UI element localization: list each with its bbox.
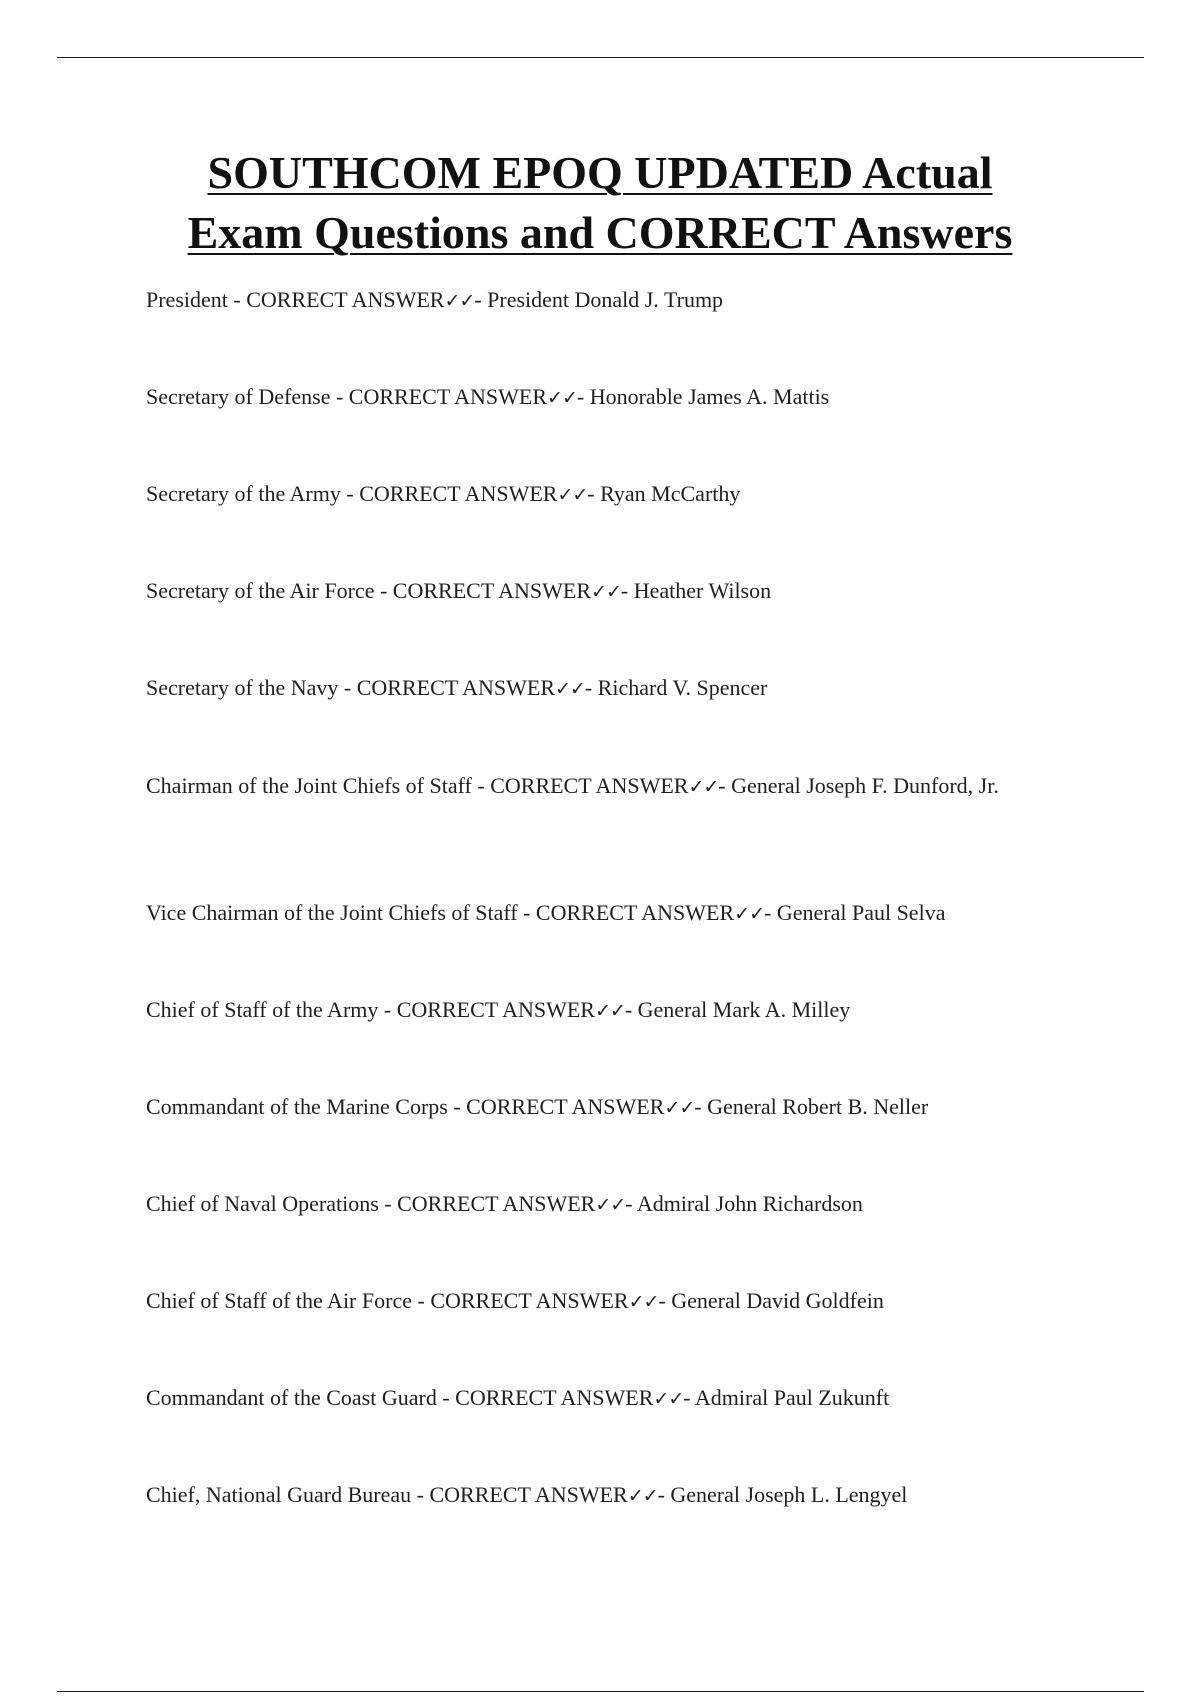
separator: - [694, 1094, 708, 1119]
separator: - [447, 1094, 467, 1119]
question-text: Vice Chairman of the Joint Chiefs of Staff [146, 900, 518, 925]
question-text: Chief of Naval Operations [146, 1191, 379, 1216]
correct-answer-label: CORRECT ANSWER [490, 773, 689, 798]
answer-text: General Mark A. Milley [637, 997, 851, 1022]
separator: - [411, 1288, 431, 1313]
qa-item [146, 1091, 1046, 1124]
question-text: Chairman of the Joint Chiefs of Staff [146, 773, 472, 798]
check-icon: ✓✓ [555, 678, 585, 700]
answer-text: General Joseph L. Lengyel [670, 1482, 908, 1507]
check-icon: ✓✓ [547, 387, 577, 409]
correct-answer-label: CORRECT ANSWER [359, 481, 558, 506]
qa-item [146, 770, 1046, 803]
qa-item [146, 994, 1046, 1027]
title-line-1: SOUTHCOM EPOQ UPDATED Actual [207, 147, 993, 198]
check-icon: ✓✓ [688, 776, 719, 798]
separator: - [330, 384, 349, 409]
question-text: Commandant of the Marine Corps [146, 1094, 448, 1119]
correct-answer-label: CORRECT ANSWER [348, 384, 548, 409]
check-icon: ✓✓ [444, 290, 475, 312]
separator: - [227, 287, 247, 312]
question-text: Chief of Staff of the Army [146, 997, 379, 1022]
separator: - [517, 900, 536, 925]
check-icon: ✓✓ [557, 484, 588, 506]
check-icon: ✓✓ [591, 581, 621, 603]
separator: - [625, 1191, 637, 1216]
answer-text: Honorable James A. Mattis [589, 384, 830, 409]
separator: - [374, 578, 393, 603]
bottom-rule [57, 1691, 1144, 1692]
qa-item [146, 284, 1046, 317]
qa-item [146, 672, 1046, 705]
separator: - [471, 773, 491, 798]
separator: - [474, 287, 488, 312]
answer-text: President Donald J. Trump [487, 287, 724, 312]
separator: - [340, 481, 360, 506]
answer-text: General David Goldfein [671, 1288, 884, 1313]
correct-answer-label: CORRECT ANSWER [356, 675, 555, 700]
qa-item [146, 575, 1046, 608]
qa-item [146, 1479, 1046, 1512]
answer-text: General Robert B. Neller [707, 1094, 929, 1119]
check-icon: ✓✓ [653, 1388, 684, 1410]
separator: - [411, 1482, 430, 1507]
check-icon: ✓✓ [734, 903, 765, 925]
answer-text: Ryan McCarthy [600, 481, 741, 506]
separator: - [718, 773, 732, 798]
check-icon: ✓✓ [627, 1485, 658, 1507]
qa-item [146, 1382, 1046, 1415]
separator: - [378, 1191, 398, 1216]
question-text: Secretary of Defense [146, 384, 331, 409]
check-icon: ✓✓ [594, 1000, 625, 1022]
separator: - [378, 997, 397, 1022]
qa-item [146, 1188, 1046, 1221]
correct-answer-label: CORRECT ANSWER [246, 287, 445, 312]
separator: - [764, 900, 777, 925]
correct-answer-label: CORRECT ANSWER [535, 900, 735, 925]
separator: - [624, 997, 638, 1022]
check-icon: ✓✓ [628, 1291, 659, 1313]
correct-answer-label: CORRECT ANSWER [455, 1385, 654, 1410]
separator: - [587, 481, 601, 506]
qa-item [146, 897, 1046, 930]
correct-answer-label: CORRECT ANSWER [430, 1288, 629, 1313]
question-text: Secretary of the Air Force [146, 578, 375, 603]
answer-text: Admiral Paul Zukunft [694, 1385, 890, 1410]
question-text: Chief, National Guard Bureau [146, 1482, 412, 1507]
check-icon: ✓✓ [664, 1097, 695, 1119]
question-text: Commandant of the Coast Guard [146, 1385, 437, 1410]
separator: - [338, 675, 357, 700]
correct-answer-label: CORRECT ANSWER [397, 1191, 596, 1216]
answer-text: Admiral John Richardson [636, 1191, 863, 1216]
check-icon: ✓✓ [595, 1194, 626, 1216]
correct-answer-label: CORRECT ANSWER [429, 1482, 628, 1507]
qa-item [146, 478, 1046, 511]
question-text: Secretary of the Navy [146, 675, 339, 700]
correct-answer-label: CORRECT ANSWER [392, 578, 592, 603]
correct-answer-label: CORRECT ANSWER [396, 997, 595, 1022]
separator: - [584, 675, 598, 700]
answer-text: Heather Wilson [633, 578, 772, 603]
question-text: Secretary of the Army [146, 481, 341, 506]
separator: - [620, 578, 634, 603]
title-line-2: Exam Questions and CORRECT Answers [187, 207, 1013, 258]
answer-text: General Joseph F. Dunford, Jr. [731, 773, 999, 798]
separator: - [657, 1482, 671, 1507]
qa-item [146, 381, 1046, 414]
qa-item [146, 1285, 1046, 1318]
separator: - [576, 384, 590, 409]
correct-answer-label: CORRECT ANSWER [466, 1094, 665, 1119]
answer-text: General Paul Selva [776, 900, 946, 925]
question-text: Chief of Staff of the Air Force [146, 1288, 412, 1313]
separator: - [683, 1385, 695, 1410]
separator: - [658, 1288, 672, 1313]
separator: - [436, 1385, 456, 1410]
question-text: President [146, 287, 228, 312]
answer-text: Richard V. Spencer [597, 675, 768, 700]
